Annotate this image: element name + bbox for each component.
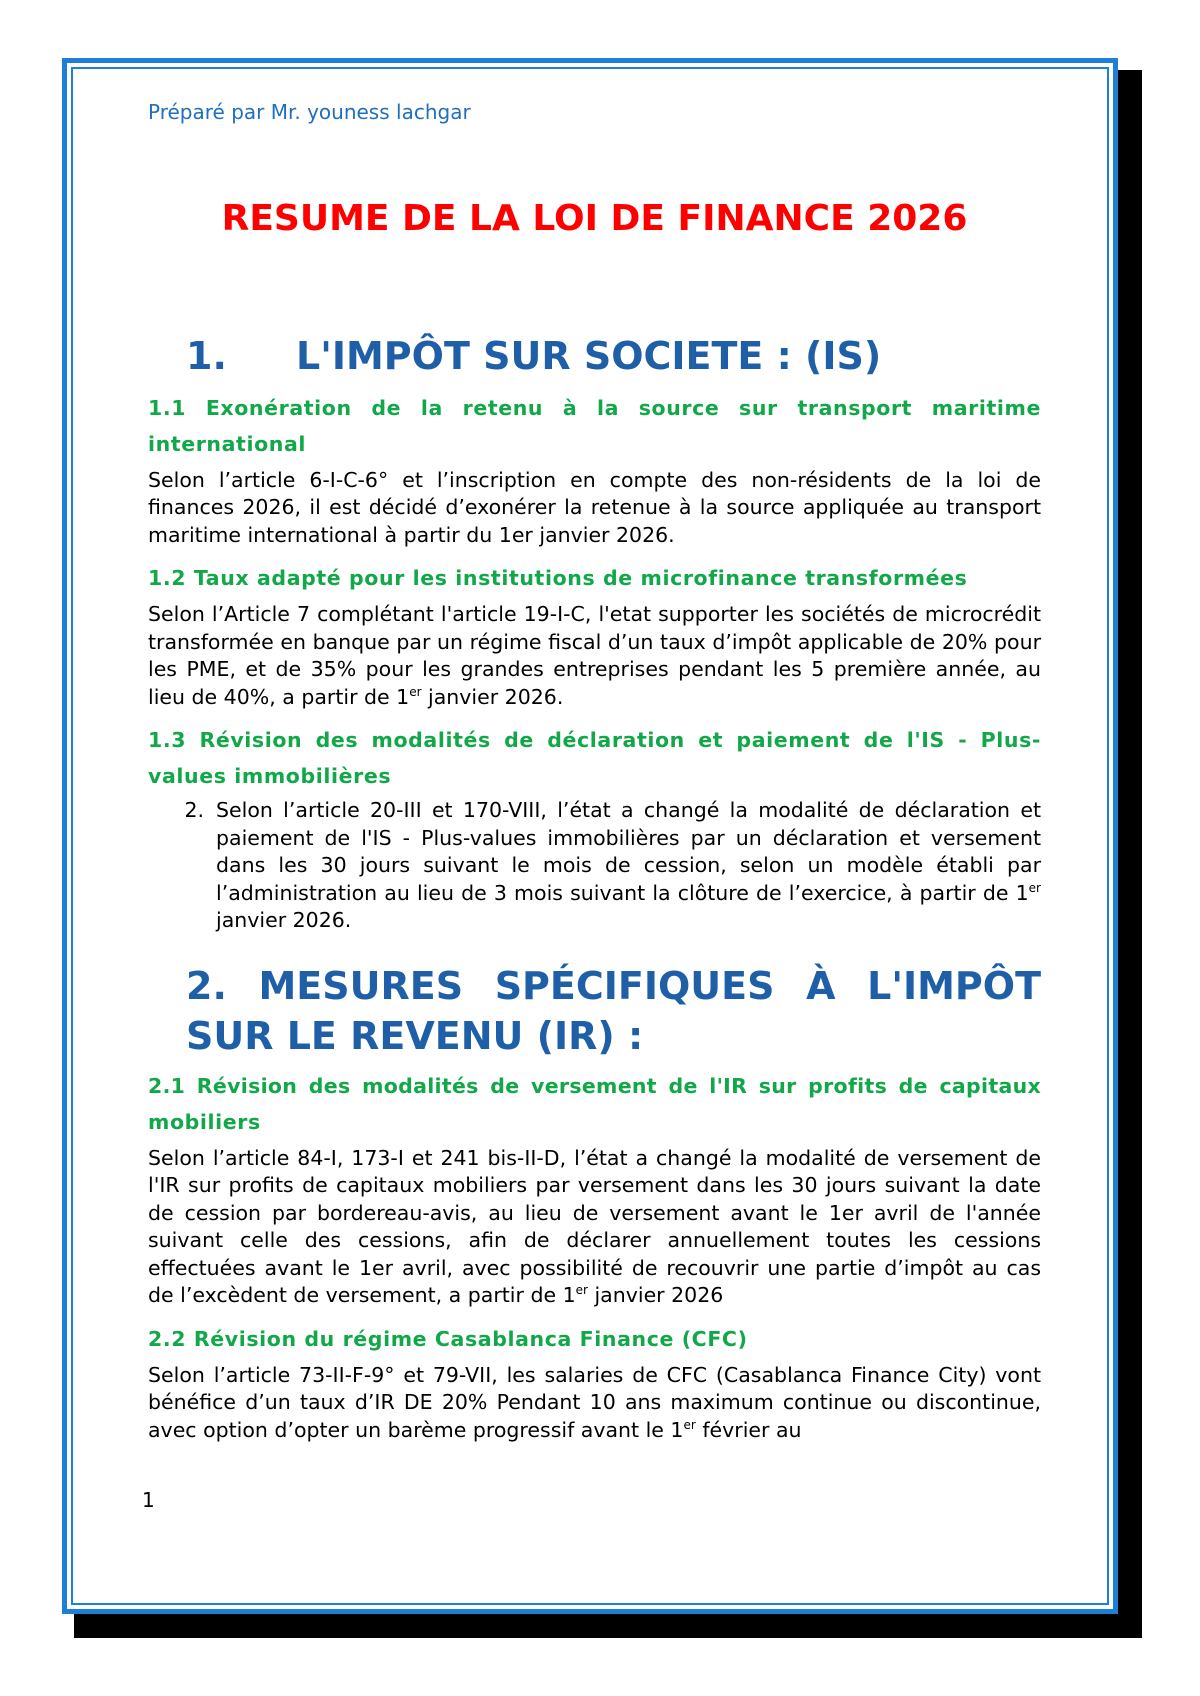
subsection-1-3-heading	[148, 721, 1041, 759]
subsection-1-1-text: Selon l’article 6-I-C-6° et l’inscription en compte des non-résidents de la loi de finances 2026, il est décidé d’exonérer la retenue à la source appliquée au transport maritime international à partir du 1er janvier 2026.	[148, 467, 1041, 547]
subsection-2-1-heading-line2: mobiliers	[148, 1109, 261, 1134]
superscript: er	[1028, 880, 1041, 895]
section-1-title: L'IMPÔT SUR SOCIETE : (IS)	[296, 333, 882, 378]
subsection-1-2-text-main: Selon l’Article 7 complétant l'article 19-I-C, l'etat supporter les sociétés de microcrédit transformée en banque par un régime fiscal d’un taux d’impôt applicable de 20% pour les PME, et de 35% pour les grandes entreprises pendant les 5 première année, au lieu de 40%, a partir de 1	[148, 602, 1041, 709]
subsection-1-3-text-main: Selon l’article 20-III et 170-VIII, l’état a changé la modalité de déclaration et paiement de l'IS - Plus-values immobilières par un déclaration et versement dans les 30 jours suivant le mois de cession, selon un modèle établi par l’administration au lieu de 3 mois suivant la clôture de l’exercice, à partir de 1	[216, 798, 1041, 905]
subsection-1-1-heading	[148, 389, 1041, 427]
subsection-1-3-heading-cont	[148, 757, 1041, 795]
subsection-1-2-text-end: janvier 2026.	[421, 684, 564, 709]
subsection-1-3-heading-line1: 1.3 Révision des modalités de déclaration et paiement de l'IS - Plus-	[148, 728, 1041, 752]
superscript: er	[575, 1283, 588, 1297]
section-2-heading	[148, 961, 1041, 1011]
subsection-2-2-text	[148, 1362, 1041, 1445]
section-1-number: 1.	[186, 333, 227, 378]
prepared-by-note: Préparé par Mr. youness lachgar	[148, 100, 471, 124]
document-title: RESUME DE LA LOI DE FINANCE 2026	[221, 197, 968, 239]
subsection-1-2-heading: 1.2 Taux adapté pour les institutions de microfinance transformées	[148, 566, 968, 590]
section-2-heading-line1: 2. MESURES SPÉCIFIQUES À L'IMPÔT	[186, 963, 1041, 1008]
section-1-heading	[148, 331, 1041, 381]
subsection-2-2-heading: 2.2 Révision du régime Casablanca Finance (CFC)	[148, 1326, 748, 1351]
subsection-2-2-text-end: février au	[695, 1417, 802, 1442]
subsection-2-2-text-main: Selon l’article 73-II-F-9° et 79-VII, les salaries de CFC (Casablanca Finance City) vont bénéfice d’un taux d’IR DE 20% Pendant 10 ans maximum continue ou discontinue, avec option d’opter un barème progressif avant le 1	[148, 1362, 1041, 1442]
subsection-1-2-text	[148, 601, 1041, 711]
subsection-2-1-heading-cont	[148, 1103, 1041, 1141]
subsection-2-1-heading	[148, 1067, 1041, 1105]
subsection-1-3-text-end: janvier 2026.	[216, 908, 352, 932]
page-number: 1	[142, 1488, 155, 1512]
page-border	[62, 58, 1118, 1614]
subsection-1-3-heading-line2: values immobilières	[148, 764, 392, 788]
subsection-2-1-text	[148, 1145, 1041, 1310]
subsection-1-1-heading-line1: 1.1 Exonération de la retenu à la source sur transport maritime	[148, 395, 1041, 420]
superscript: er	[409, 684, 422, 699]
subsection-1-1-heading-cont	[148, 425, 1041, 463]
superscript: er	[683, 1417, 696, 1432]
section-2-heading-line2: SUR LE REVENU (IR) :	[186, 1013, 644, 1058]
subsection-1-1-heading-line2: international	[148, 431, 307, 456]
document-body	[148, 99, 1041, 1444]
list-item-number: 2.	[184, 798, 204, 822]
subsection-2-1-heading-line1: 2.1 Révision des modalités de versement de l'IR sur profits de capitaux	[148, 1073, 1041, 1098]
numbered-list-item	[148, 797, 1041, 935]
subsection-1-3-text	[216, 797, 1041, 935]
subsection-2-1-text-main: Selon l’article 84-I, 173-I et 241 bis-II-D, l’état a changé la modalité de versement de l'IR sur profits de capitaux mobiliers par versement dans les 30 jours suivant la date de cession par bordereau-avis, au lieu de versement avant le 1er avril de l'année suivant celle des cessions, afin de déclarer annuellement toutes les cessions effectuées avant le 1er avril, avec possibilité de recouvrir une partie d’impôt au cas de l’excèdent de versement, a partir de 1	[148, 1145, 1041, 1307]
section-2-heading-cont	[148, 1011, 1041, 1061]
subsection-2-1-text-end: janvier 2026	[587, 1283, 724, 1307]
